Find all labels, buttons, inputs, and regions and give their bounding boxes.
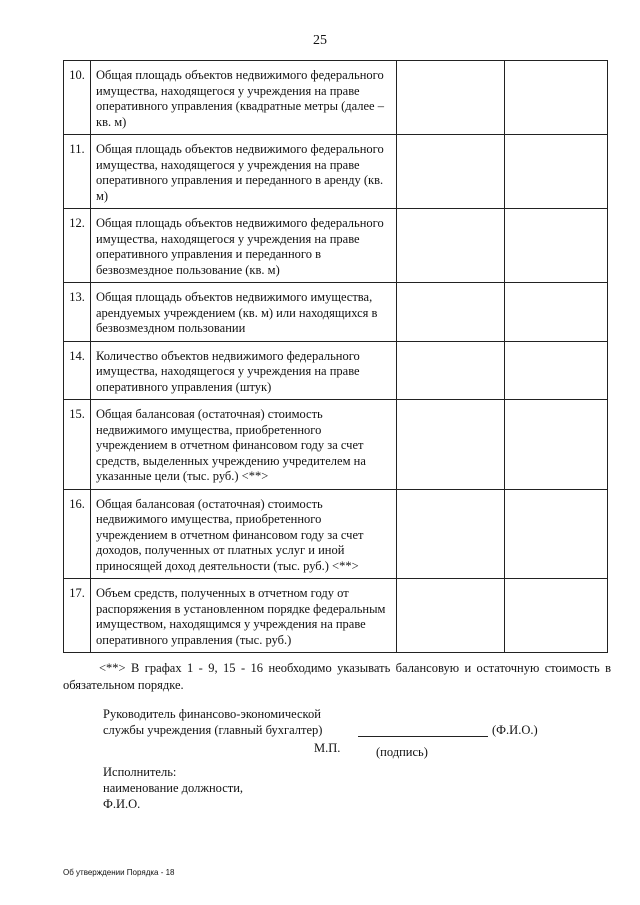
footnote: <**> В графах 1 - 9, 15 - 16 необходимо указывать балансовую и остаточную стоимость в обязательном порядке. <box>63 661 611 692</box>
fio-label: (Ф.И.О.) <box>492 723 538 737</box>
row-number: 13. <box>64 283 91 342</box>
table-row <box>64 400 608 490</box>
value-cell-1 <box>397 400 505 490</box>
value-cell-1 <box>397 489 505 579</box>
value-cell-2 <box>505 579 608 653</box>
stamp-place-label: М.П. <box>314 741 341 755</box>
row-number: 14. <box>64 341 91 400</box>
signature-role-line-2: службы учреждения (главный бухгалтер) <box>103 723 323 737</box>
value-cell-1 <box>397 209 505 283</box>
row-description: Общая площадь объектов недвижимого имущества, арендуемых учреждением (кв. м) или находящихся в безвозмездном пользовании <box>91 283 397 342</box>
value-cell-2 <box>505 135 608 209</box>
row-description: Общая площадь объектов недвижимого федерального имущества, находящегося у учреждения на праве оперативного управления и переданного в аренду (кв. м) <box>91 135 397 209</box>
value-cell-1 <box>397 341 505 400</box>
executor-label: Исполнитель: <box>103 765 177 779</box>
row-description: Объем средств, полученных в отчетном году от распоряжения в установленном порядке федеральным имуществом, находящимся у учреждения на праве оперативного управления (тыс. руб.) <box>91 579 397 653</box>
value-cell-1 <box>397 579 505 653</box>
document-footer: Об утверждении Порядка - 18 <box>63 868 175 877</box>
row-number: 17. <box>64 579 91 653</box>
row-number: 11. <box>64 135 91 209</box>
executor-fio-label: Ф.И.О. <box>103 797 141 811</box>
signature-block <box>103 706 593 812</box>
value-cell-1 <box>397 135 505 209</box>
table-row <box>64 283 608 342</box>
table-row <box>64 209 608 283</box>
value-cell-2 <box>505 283 608 342</box>
row-number: 15. <box>64 400 91 490</box>
value-cell-1 <box>397 283 505 342</box>
stamp-row <box>103 738 593 759</box>
signature-role-line-1: Руководитель финансово-экономической <box>103 707 321 721</box>
table-row <box>64 579 608 653</box>
table-row <box>64 341 608 400</box>
table-row <box>64 61 608 135</box>
page-number: 25 <box>313 33 327 48</box>
signature-underline <box>358 736 488 737</box>
value-cell-2 <box>505 489 608 579</box>
signature-line-row <box>103 722 593 738</box>
row-description: Общая балансовая (остаточная) стоимость недвижимого имущества, приобретенного учреждением в отчетном финансовом году за счет средств, выделенных учреждению учредителем на указанные цели (тыс. руб.) <**> <box>91 400 397 490</box>
value-cell-2 <box>505 341 608 400</box>
row-description: Общая балансовая (остаточная) стоимость недвижимого имущества, приобретенного учреждением в отчетном финансовом году за счет доходов, полученных от платных услуг и иной приносящей доход деятельности (тыс. руб.) <**> <box>91 489 397 579</box>
value-cell-2 <box>505 209 608 283</box>
row-number: 10. <box>64 61 91 135</box>
row-description: Общая площадь объектов недвижимого федерального имущества, находящегося у учреждения на праве оперативного управления и переданного в безвозмездное пользование (кв. м) <box>91 209 397 283</box>
value-cell-2 <box>505 61 608 135</box>
signature-caption: (подпись) <box>376 745 428 759</box>
table-row <box>64 489 608 579</box>
report-table-body <box>64 61 608 653</box>
row-number: 16. <box>64 489 91 579</box>
row-number: 12. <box>64 209 91 283</box>
row-description: Количество объектов недвижимого федерального имущества, находящегося у учреждения на праве оперативного управления (штук) <box>91 341 397 400</box>
report-table <box>63 60 608 653</box>
table-row <box>64 135 608 209</box>
executor-position-label: наименование должности, <box>103 781 244 795</box>
value-cell-1 <box>397 61 505 135</box>
value-cell-2 <box>505 400 608 490</box>
row-description: Общая площадь объектов недвижимого федерального имущества, находящегося у учреждения на праве оперативного управления (квадратные метры (далее – кв. м) <box>91 61 397 135</box>
